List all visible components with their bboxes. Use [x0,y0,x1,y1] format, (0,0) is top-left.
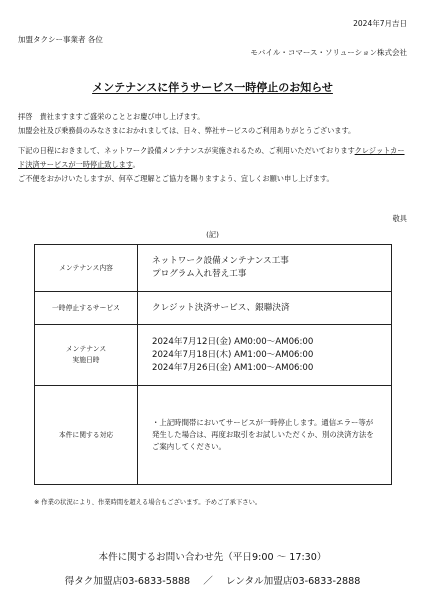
row-value: 2024年7月12日(金) AM0:00～AM06:00 2024年7月18日(木) AM1:00～AM06:00 2024年7月26日(金) AM1:00～AM06:00 [138,325,392,386]
footnote: ※ 作業の状況により、作業時間を超える場合もございます。予めご了承下さい。 [34,499,262,506]
thanks-paragraph: 加盟会社及び乗務員のみなさまにおかれましては、日々、弊社サービスのご利用ありがとうございます。 [18,126,356,135]
ki-marker: (記) [206,230,219,239]
closing-keigu: 敬具 [392,214,407,223]
row-label: メンテナンス 実施日時 [35,325,138,386]
contact-heading: 本件に関するお問い合わせ先（平日9:00 ～ 17:30） [98,552,327,563]
sender-company: モバイル・コマース・ソリューション株式会社 [250,48,407,57]
row-label: 一時停止するサービス [35,292,138,325]
letter-body [18,110,410,186]
table-row [35,245,392,292]
notice-paragraph: 下記の日程におきまして、ネットワーク設備メンテナンスが実施されるため、ご利用いただいておりますクレジットカード決済サービスが一時停止致します。 [18,146,405,169]
separator: ／ [203,576,213,587]
contact-phones [0,573,425,587]
document-date: 2024年7月吉日 [353,19,407,28]
row-label: 本件に関する対応 [35,386,138,485]
row-value: ネットワーク設備メンテナンス工事 プログラム入れ替え工事 [138,245,392,292]
maintenance-table [34,244,392,485]
request-paragraph: ご不便をおかけいたしますが、何卒ご理解とご協力を賜りますよう、宜しくお願い申し上げます。 [18,174,334,183]
underlined-service-stop: クレジットカード決済サービスが一時停止致します [18,146,405,169]
table-row [35,325,392,386]
document-title: メンテナンスに伴うサービス一時停止のお知らせ [92,81,333,94]
table-row [35,386,392,485]
phone-toku: 得タク加盟店03-6833-5888 [64,576,191,587]
table-row [35,292,392,325]
row-value: クレジット決済サービス、銀聯決済 [138,292,392,325]
greeting-paragraph: 拝啓 貴社ますますご盛栄のこととお慶び申し上げます。 [18,112,205,121]
phone-rental: レンタル加盟店03-6833-2888 [225,576,361,587]
row-label: メンテナンス内容 [35,245,138,292]
recipient: 加盟タクシー事業者 各位 [18,35,103,44]
row-value: ・上記時間帯においてサービスが一時停止します。通信エラー等が発生した場合は、再度お取引をお試しいただくか、別の決済方法をご案内してください。 [138,386,392,485]
